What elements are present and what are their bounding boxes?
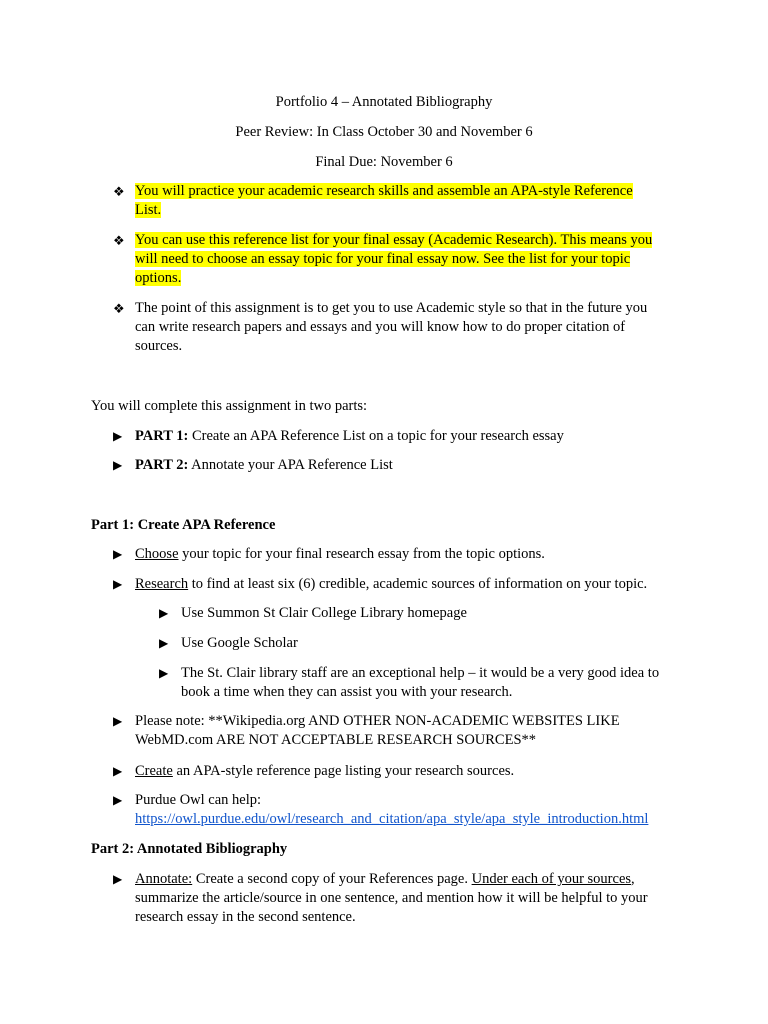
- intro-bullet-3-line-2: can write research papers and essays and you will know how to do proper citation of: [135, 319, 626, 335]
- annotate-line-2: summarize the article/source in one sentence, and mention how it will be helpful to your: [135, 890, 648, 906]
- sub-item-library-staff-line-2: book a time when they can assist you with your research.: [181, 684, 513, 700]
- purdue-owl-link[interactable]: https://owl.purdue.edu/owl/research_and_citation/apa_style/apa_style_introduction.html: [135, 811, 649, 827]
- peer-review-line: Peer Review: In Class October 30 and November 6: [235, 124, 533, 140]
- intro-bullet-2-line-1: You can use this reference list for your final essay (Academic Research). This means you: [135, 232, 653, 248]
- intro-bullet-3-line-1: The point of this assignment is to get you to use Academic style so that in the future you: [135, 300, 648, 316]
- sub-item-scholar-text: Use Google Scholar: [181, 635, 298, 651]
- final-due-line: Final Due: November 6: [315, 154, 453, 170]
- triangle-bullet-icon: ▶: [113, 764, 123, 778]
- part-1-heading: Part 1: Create APA Reference: [91, 517, 276, 533]
- sub-item-summon-text: Use Summon St Clair College Library homepage: [181, 605, 467, 621]
- triangle-bullet-icon: ▶: [113, 547, 123, 561]
- choose-keyword: Choose: [135, 546, 179, 562]
- create-keyword: Create: [135, 763, 173, 779]
- annotate-text-1: Create a second copy of your References page.: [192, 871, 472, 887]
- note-line-1: Please note: **Wikipedia.org AND OTHER NON-ACADEMIC WEBSITES LIKE: [135, 713, 620, 729]
- triangle-bullet-icon: ▶: [113, 458, 123, 472]
- document-title: Portfolio 4 – Annotated Bibliography: [275, 94, 493, 110]
- part-2-text: Annotate your APA Reference List: [188, 457, 393, 473]
- annotate-underlined: Under each of your sources: [471, 871, 632, 887]
- triangle-bullet-icon: ▶: [159, 606, 169, 620]
- intro-bullet-1-line-2: List.: [135, 202, 162, 218]
- annotate-text-2: ,: [631, 871, 635, 887]
- diamond-bullet-icon: ❖: [113, 301, 125, 316]
- part-1-label: PART 1:: [135, 428, 189, 444]
- triangle-bullet-icon: ▶: [159, 666, 169, 680]
- diamond-bullet-icon: ❖: [113, 184, 125, 199]
- diamond-bullet-icon: ❖: [113, 233, 125, 248]
- triangle-bullet-icon: ▶: [113, 714, 123, 728]
- triangle-bullet-icon: ▶: [113, 872, 123, 886]
- intro-bullet-2-line-2: will need to choose an essay topic for your final essay now. See the list for your topic: [135, 251, 631, 267]
- intro-bullet-2-line-3: options.: [135, 270, 182, 286]
- purdue-text: Purdue Owl can help:: [135, 792, 262, 808]
- sub-item-library-staff-line-1: The St. Clair library staff are an exceptional help – it would be a very good idea to: [181, 665, 660, 681]
- research-text: to find at least six (6) credible, academic sources of information on your topic.: [188, 576, 648, 592]
- create-text: an APA-style reference page listing your research sources.: [172, 763, 515, 779]
- triangle-bullet-icon: ▶: [113, 429, 123, 443]
- triangle-bullet-icon: ▶: [113, 577, 123, 591]
- note-line-2: WebMD.com ARE NOT ACCEPTABLE RESEARCH SOURCES**: [135, 732, 537, 748]
- parts-intro: You will complete this assignment in two parts:: [91, 398, 368, 414]
- triangle-bullet-icon: ▶: [113, 793, 123, 807]
- part-2-heading: Part 2: Annotated Bibliography: [91, 841, 288, 857]
- annotate-line-3: research essay in the second sentence.: [135, 909, 356, 925]
- triangle-bullet-icon: ▶: [159, 636, 169, 650]
- research-keyword: Research: [135, 576, 189, 592]
- annotate-keyword: Annotate:: [135, 871, 193, 887]
- intro-bullet-1-line-1: You will practice your academic research skills and assemble an APA-style Reference: [135, 183, 633, 199]
- choose-text: your topic for your final research essay from the topic options.: [178, 546, 545, 562]
- intro-bullet-3-line-3: sources.: [135, 338, 183, 354]
- part-2-label: PART 2:: [135, 457, 189, 473]
- part-1-text: Create an APA Reference List on a topic for your research essay: [188, 428, 564, 444]
